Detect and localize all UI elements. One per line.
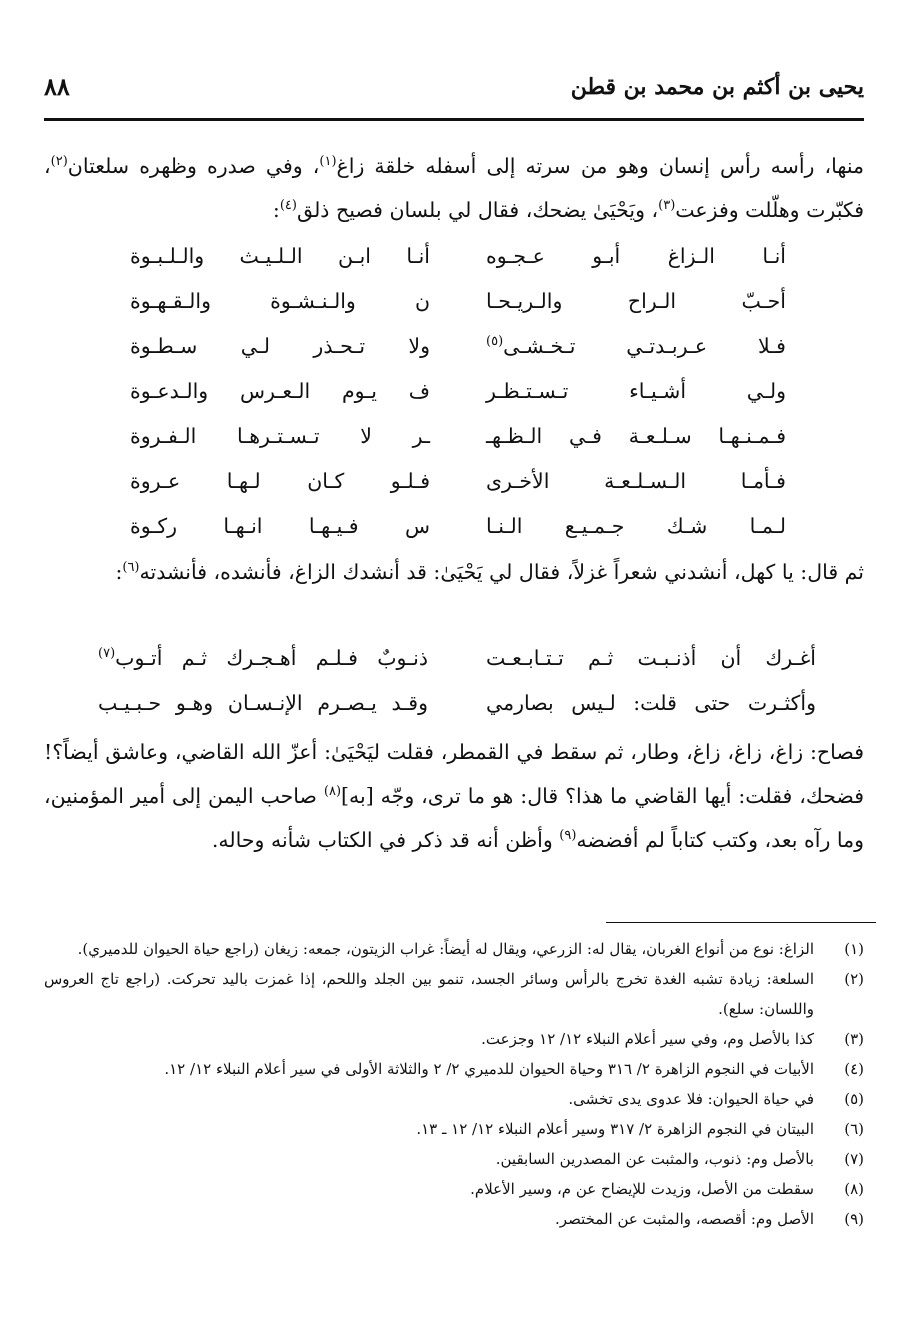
- footnote-number: (٩): [844, 1210, 864, 1228]
- footnote: [44, 1174, 864, 1204]
- footnote-marker: (٧): [98, 646, 116, 661]
- verse-line: [130, 283, 786, 327]
- text-run: فصاح: زاغ، زاغ، زاغ، وطار، ثم سقط في القمطر، فقلت ليَحْيَىٰ: أعزّ الله القاضي، وعاشق أيضاً؟! فضحك، فقلت: أيها القاضي ما هذا؟ قال: هو ما ترى، وجّه [به]: [44, 740, 865, 808]
- hemistich-text: ذنـوبٌ فـلـم أهـجـرك ثـم أتـوب: [115, 646, 428, 670]
- text-run: منها، رأسه رأس إنسان وهو من سرته إلى أسفله خلقة زاغ: [336, 154, 864, 178]
- first-hemistich: [486, 244, 786, 268]
- footnote: [44, 1114, 864, 1144]
- first-hemistich: [486, 334, 786, 358]
- hemistich-text: لـمـا شـك جـمـيـع الـنـا: [486, 514, 786, 538]
- second-hemistich: [130, 289, 430, 313]
- first-hemistich: [486, 646, 816, 670]
- second-hemistich: [130, 424, 430, 448]
- running-title: يحيى بن أكثم بن محمد بن قطن: [570, 74, 864, 100]
- footnote-text: سقطت من الأصل، وزيدت للإيضاح عن م، وسير الأعلام.: [470, 1180, 814, 1198]
- footnote-text: الزاغ: نوع من أنواع الغربان، يقال له: الزرعي، ويقال له أيضاً: غراب الزيتون، جمعه: زيغان (راجع حياة الحيوان للدميري).: [77, 940, 814, 958]
- verse-line: [130, 328, 786, 372]
- first-hemistich: [486, 379, 786, 403]
- footnote: [44, 964, 864, 1024]
- footnote-text: بالأصل وم: ذنوب، والمثبت عن المصدرين السابقين.: [495, 1150, 814, 1168]
- footnote-marker: (٣): [658, 198, 676, 213]
- hemistich-text: فـمـنـهـا سـلـعـة فـي الـظـهـ: [486, 424, 786, 448]
- footnote-text: كذا بالأصل وم، وفي سير أعلام النبلاء ١٢/ ١٢ وجزعت.: [481, 1030, 814, 1048]
- second-hemistich: [98, 646, 428, 670]
- text-run: ، وفي صدره وظهره سلعتان: [67, 154, 320, 178]
- verse-line: [130, 238, 786, 282]
- footnote: [44, 1204, 864, 1234]
- second-hemistich: [130, 469, 430, 493]
- verse-line: [130, 373, 786, 417]
- hemistich-text: أحـبّ الـراح والـريـحـا: [486, 289, 786, 313]
- text-run: وأظن أنه قد ذكر في الكتاب شأنه وحاله.: [211, 828, 560, 852]
- page-header: [44, 68, 864, 114]
- text-run: صاحب اليمن إلى أمير المؤمنين، وما رآه بعد، وكتب كتاباً لم أفضضه: [44, 784, 864, 852]
- hemistich-text: ولا تـحـذر لـي سـطـوة: [130, 334, 430, 358]
- verse-line: [98, 685, 816, 729]
- hemistich-text: س فـيـهـا انـهـا ركـوة: [130, 514, 430, 538]
- text-run: ، ويَحْيَىٰ يضحك، فقال لي بلسان فصيح ذلق: [296, 198, 659, 222]
- footnote-number: (٤): [844, 1060, 864, 1078]
- footnotes: [44, 934, 864, 1234]
- footnote-marker: (٨): [323, 784, 342, 799]
- hemistich-text: ن والـنـشـوة والـقـهـوة: [130, 289, 430, 313]
- hemistich-text: ـر لا تـسـتـرهـا الـفـروة: [130, 424, 430, 448]
- footnote-number: (٢): [844, 970, 864, 988]
- second-hemistich: [130, 334, 430, 358]
- footnote-marker: (٥): [486, 334, 504, 349]
- hemistich-text: فـلا عـربـدتـي تـخـشـى: [503, 334, 786, 358]
- hemistich-text: ولـي أشـيـاء تـسـتـظـر: [486, 379, 786, 403]
- footnote-marker: (٩): [559, 828, 577, 843]
- footnote-text: الأبيات في النجوم الزاهرة ٢/ ٣١٦ وحياة الحيوان للدميري ٢/ ٢ والثلاثة الأولى في سير أعلام النبلاء ١٢/ ١٢.: [164, 1060, 814, 1078]
- footnote: [44, 1054, 864, 1084]
- footnote-marker: (٤): [279, 198, 297, 213]
- verse-line: [98, 640, 816, 684]
- verse-line: [130, 463, 786, 507]
- first-hemistich: [486, 691, 816, 715]
- first-hemistich: [486, 514, 786, 538]
- text-run: ثم قال: يا كهل، أنشدني شعراً غزلاً، فقال لي يَحْيَىٰ: قد أنشدك الزاغ، فأنشده، فأنشدته: [139, 560, 864, 584]
- footnote-number: (٧): [844, 1150, 864, 1168]
- hemistich-text: وقـد يـصـرم الإنـسـان وهـو حـبـيـب: [98, 691, 428, 715]
- footnote-marker: (٢): [50, 154, 68, 169]
- hemistich-text: وأكثـرت حتى قلت: لـيس بصارمي: [486, 691, 816, 715]
- footnote-text: في حياة الحيوان: فلا عدوى يدى تخشى.: [568, 1090, 814, 1108]
- footnote: [44, 934, 864, 964]
- text-run: ، فكبّرت وهلّلت وفزعت: [44, 154, 864, 222]
- footnote-marker: (١): [319, 154, 337, 169]
- verse-line: [130, 418, 786, 462]
- footnote-number: (١): [844, 940, 864, 958]
- footnote: [44, 1024, 864, 1054]
- header-rule: [44, 118, 864, 121]
- footnote-number: (٥): [844, 1090, 864, 1108]
- text-run: :: [115, 560, 123, 584]
- footnote-number: (٦): [844, 1120, 864, 1138]
- hemistich-text: أنـا الـزاغ أبـو عـجـوه: [486, 244, 786, 268]
- footnote-rule: [606, 922, 876, 923]
- second-hemistich: [98, 691, 428, 715]
- second-hemistich: [130, 244, 430, 268]
- second-hemistich: [130, 379, 430, 403]
- paragraph-intro: [44, 144, 864, 232]
- hemistich-text: ف يـوم الـعـرس والـدعـوة: [130, 379, 430, 403]
- page-number: ٨٨: [44, 72, 70, 101]
- footnote: [44, 1084, 864, 1114]
- footnote-number: (٨): [844, 1180, 864, 1198]
- footnote-text: السلعة: زيادة تشبه الغدة تخرج بالرأس وسائر الجسد، تنمو بين الجلد واللحم، إذا غمزت باليد تحركت. (راجع تاج العروس واللسان: سلع).: [44, 970, 814, 1018]
- footnote-text: البيتان في النجوم الزاهرة ٢/ ٣١٧ وسير أعلام النبلاء ١٢/ ١٢ ـ ١٣.: [416, 1120, 814, 1138]
- verse-line: [130, 508, 786, 552]
- first-hemistich: [486, 469, 786, 493]
- footnote-text: الأصل وم: أقصصه، والمثبت عن المختصر.: [555, 1210, 814, 1228]
- text-run: :: [272, 198, 280, 222]
- hemistich-text: فـلـو كـان لـهـا عـروة: [130, 469, 430, 493]
- hemistich-text: أنـا ابـن الـلـيـث والـلـبـوة: [130, 244, 430, 268]
- first-hemistich: [486, 289, 786, 313]
- hemistich-text: أغـرك أن أذنـبـت ثـم تـتـابـعـت: [486, 646, 816, 670]
- paragraph-conclusion: [44, 730, 864, 862]
- second-hemistich: [130, 514, 430, 538]
- first-hemistich: [486, 424, 786, 448]
- hemistich-text: فـأمـا الـسـلـعـة الأخـرى: [486, 469, 786, 493]
- footnote: [44, 1144, 864, 1174]
- paragraph-request: [44, 550, 864, 594]
- footnote-marker: (٦): [122, 560, 140, 575]
- footnote-number: (٣): [844, 1030, 864, 1048]
